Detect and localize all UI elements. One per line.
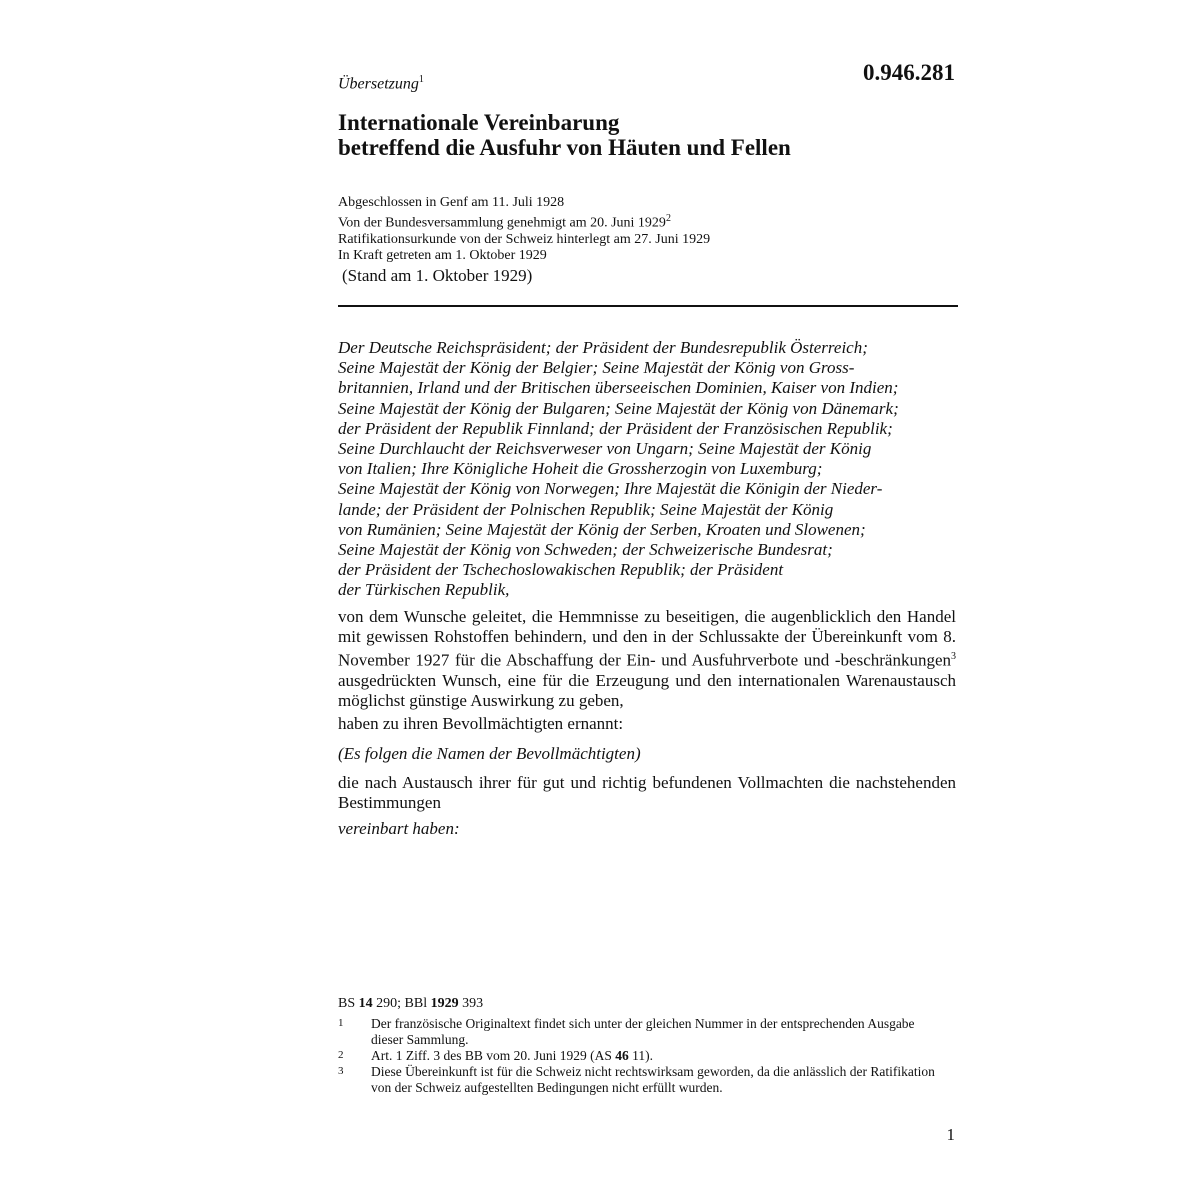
source-bbl-page: 393 <box>458 996 484 1011</box>
source-bs-page: 290; BBl <box>372 996 431 1011</box>
source-bs-volume: 14 <box>358 996 373 1011</box>
preamble-line: Seine Majestät der König der Belgier; Seine Majestät der König von Gross- <box>338 358 855 378</box>
document-title <box>338 110 958 160</box>
meta-in-force: In Kraft getreten am 1. Oktober 1929 <box>338 247 547 263</box>
footnote-mark-2[interactable]: 2 <box>665 213 671 224</box>
meta-approved-text: Von der Bundesversammlung genehmigt am 20. Juni 1929 <box>338 215 666 231</box>
meta-approved <box>338 211 958 232</box>
purpose-text-b: ausgedrückten Wunsch, eine für die Erzeugung und den internationalen Warenaustausch möglichst günstige Auswirkung zu geben, <box>338 671 956 711</box>
sr-number: 0.946.281 <box>863 60 955 85</box>
status-date: (Stand am 1. Oktober 1929) <box>342 266 533 285</box>
preamble-line: der Präsident der Republik Finnland; der Präsident der Französischen Republik; <box>338 418 893 438</box>
preamble <box>338 338 958 601</box>
preamble-line: von Italien; Ihre Königliche Hoheit die Grossherzogin von Luxemburg; <box>338 459 823 479</box>
title-line-2: betreffend die Ausfuhr von Häuten und Fellen <box>338 135 791 160</box>
source-reference <box>338 996 483 1012</box>
footnote-2-as-volume: 46 <box>615 1048 629 1063</box>
footnote-1 <box>338 1016 948 1048</box>
footnote-2-text-a: Art. 1 Ziff. 3 des BB vom 20. Juni 1929 (AS <box>371 1048 616 1063</box>
preamble-line: Seine Majestät der König der Bulgaren; Seine Majestät der König von Dänemark; <box>338 398 899 418</box>
title-line-1: Internationale Vereinbarung <box>338 110 620 135</box>
footnote-text <box>371 1048 946 1064</box>
preamble-line: der Türkischen Republik, <box>338 580 510 600</box>
body-paragraph-names: (Es folgen die Namen der Bevollmächtigten) <box>338 744 641 763</box>
header-divider <box>338 305 958 307</box>
body-paragraph-agreed: vereinbart haben: <box>338 819 460 838</box>
preamble-line: Seine Durchlaucht der Reichsverweser von Ungarn; Seine Majestät der König <box>338 439 872 459</box>
footnote-3 <box>338 1064 948 1096</box>
meta-ratified: Ratifikationsurkunde von der Schweiz hinterlegt am 27. Juni 1929 <box>338 231 711 247</box>
preamble-line: Seine Majestät der König von Schweden; der Schweizerische Bundesrat; <box>338 540 833 560</box>
translation-text: Übersetzung <box>338 75 419 93</box>
footnote-text: Der französische Originaltext findet sich unter der gleichen Nummer in der entsprechenden Ausgabe dieser Sammlung. <box>371 1016 915 1047</box>
footnote-number: 3 <box>338 1065 344 1077</box>
preamble-line: Seine Majestät der König von Norwegen; Ihre Majestät die Königin der Nieder- <box>338 479 883 499</box>
meta-concluded: Abgeschlossen in Genf am 11. Juli 1928 <box>338 195 565 210</box>
preamble-line: britannien, Irland und der Britischen überseeischen Dominien, Kaiser von Indien; <box>338 378 899 398</box>
document-metadata <box>338 195 958 264</box>
page-number: 1 <box>946 1125 955 1144</box>
body-paragraph-powers: die nach Austausch ihrer für gut und richtig befundenen Vollmachten die nachstehenden Bestimmungen <box>338 773 956 813</box>
footnote-text: Diese Übereinkunft ist für die Schweiz nicht rechtswirksam geworden, da die anlässlich der Ratifikation von der Schweiz aufgestellten Bedingungen nicht erfüllt wurden. <box>371 1064 935 1095</box>
footnote-2 <box>338 1048 948 1064</box>
translation-label <box>338 74 424 93</box>
footnote-2-text-b: 11). <box>628 1048 654 1063</box>
source-bbl-year: 1929 <box>430 996 459 1011</box>
preamble-line: lande; der Präsident der Polnischen Republik; Seine Majestät der König <box>338 499 834 519</box>
preamble-line: der Präsident der Tschechoslowakischen Republik; der Präsident <box>338 560 784 580</box>
footnote-number: 1 <box>338 1017 344 1029</box>
body-paragraph-purpose <box>338 607 956 712</box>
preamble-line: von Rumänien; Seine Majestät der König der Serben, Kroaten und Slowenen; <box>338 519 866 539</box>
footnote-mark-3[interactable]: 3 <box>951 651 956 663</box>
purpose-text-a: von dem Wunsche geleitet, die Hemmnisse zu beseitigen, die augenblicklich den Handel mit gewissen Rohstoffen behindern, und den in der Schlussakte der Übereinkunft vom 8. November 1927 für die Abschaffung der Ein- und Ausfuhrverbote und -beschränkungen <box>338 607 956 671</box>
preamble-line: Der Deutsche Reichspräsident; der Präsident der Bundesrepublik Österreich; <box>338 338 868 357</box>
footnote-number: 2 <box>338 1049 344 1061</box>
body-paragraph-appointed: haben zu ihren Bevollmächtigten ernannt: <box>338 714 624 733</box>
source-bs: BS <box>338 996 359 1011</box>
footnote-mark-1[interactable]: 1 <box>418 74 424 85</box>
